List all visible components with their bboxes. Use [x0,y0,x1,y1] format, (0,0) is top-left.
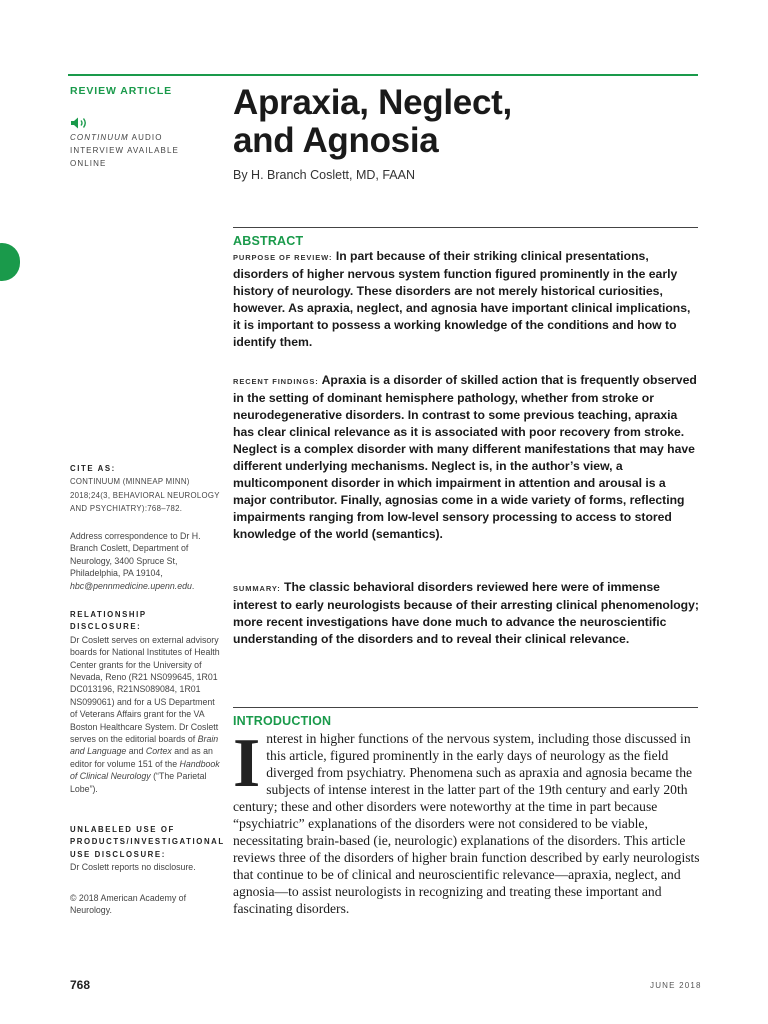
title-line-1: Apraxia, Neglect, [233,83,512,122]
relationship-text-3: (“The Parietal Lobe”). [70,771,207,794]
audio-interview-note[interactable] [70,131,210,170]
page-number: 768 [70,978,91,992]
audio-interview-text: AUDIO INTERVIEW AVAILABLE ONLINE [70,133,179,168]
title-line-2: and Agnosia [233,121,439,160]
findings-label: RECENT FINDINGS: [233,377,319,386]
introduction-heading: INTRODUCTION [233,714,332,728]
abstract-rule [233,227,698,228]
address-block [70,530,220,592]
unlabeled-label: UNLABELED USE OF PRODUCTS/INVESTIGATIONAL USE DISCLOSURE: [70,825,225,859]
audio-journal-name: CONTINUUM [70,133,129,142]
unlabeled-text: Dr Coslett reports no disclosure. [70,862,196,873]
abstract-purpose [233,248,701,351]
abstract-findings [233,372,701,543]
copyright-block: © 2018 American Academy of Neurology. [70,893,187,916]
purpose-text: In part because of their striking clinical presentations, disorders of higher nervous system function figured prominently in the early history of neurology. These disorders are not merely historical curiosities, however. As apraxia, neglect, and agnosia have important clinical implications, it is important to possess a working knowledge of the conditions and how to identify them. [233,249,691,349]
journal-brain-language: Brain and Language [70,734,219,757]
relationship-text-1: Dr Coslett serves on external advisory boards for National Institutes of Health Center grants for the University of Nevada, Reno (R21 NS099645, 1R01 DC013196, R21NS089084, 1R01 NS099061) and for a US Department of Veterans Affairs grant for the VA Boston Healthcare System. Dr Coslett serves on the editorial boards of [70,634,220,745]
abstract-heading: ABSTRACT [233,234,304,248]
relationship-and: and [126,746,146,757]
relationship-disclosure-block [70,609,220,795]
purpose-label: PURPOSE OF REVIEW: [233,253,333,262]
cite-label: CITE AS: [70,464,116,473]
top-rule [68,74,698,76]
summary-label: SUMMARY: [233,584,281,593]
relationship-label: RELATIONSHIP DISCLOSURE: [70,610,147,632]
abstract-summary [233,579,701,648]
address-email[interactable]: hbc@pennmedicine.upenn.edu [70,580,192,591]
address-text: Address correspondence to Dr H. Branch Coslett, Department of Neurology, 3400 Spruce St, Philadelphia, PA 19104, [70,531,201,579]
section-label: REVIEW ARTICLE [70,85,173,97]
issue-date: JUNE 2018 [650,981,702,990]
introduction-rule [233,707,698,708]
cite-as-block [70,463,220,516]
unlabeled-use-block [70,824,225,874]
introduction-text: nterest in higher functions of the nervous system, including those discussed in this article, figured prominently in the early days of neurology as the field diverged from psychiatry. Phenomena such as apraxia and agnosia became the subjects of intense interest in the latter part of the 19th century and early 20th century; these and other disorders were noteworthy at the time in part because “psychiatric” explanations of the disorders were not considered to be viable, necessitating brain-based (ie, neurologic) explanations of the disorders. This article reviews three of the disorders of higher brain function described by early neurologists that continue to be of clinical and neuroscientific relevance—apraxia, neglect, and agnosia—to assist neurologists in recognizing and treating these important and fascinating disorders. [233,731,700,916]
journal-cortex: Cortex [145,746,172,757]
speaker-icon[interactable] [70,116,90,130]
article-title [233,84,673,160]
byline: By H. Branch Coslett, MD, FAAN [233,168,415,182]
journal-handbook: Handbook of Clinical Neurology [70,758,220,782]
cite-text: CONTINUUM (MINNEAP MINN) 2018;24(3, BEHAVIORAL NEUROLOGY AND PSYCHIATRY):768–782. [70,477,220,514]
drop-cap: I [233,725,261,802]
address-end: . [191,580,195,591]
relationship-text-2: and as an editor for volume 151 of the [70,746,213,769]
section-tab-marker [0,243,20,281]
summary-text: The classic behavioral disorders reviewed here were of immense interest to early neurologists because of their arresting clinical phenomenology; more recent investigations have done much to advance the neuroscientific understanding of the disorders and to reveal their clinical relevance. [233,580,699,646]
findings-text: Apraxia is a disorder of skilled action that is frequently observed in the setting of dominant hemisphere pathology, whether from stroke or neurodegenerative disorders. In contrast to some previous teaching, apraxia has clear clinical relevance as it is associated with poor recovery from stroke. Neglect is a complex disorder with many different manifestations that may have different underlying mechanisms. Neglect is, in the author’s view, a multicomponent disorder in which impairment in attention and arousal is a major contributor. Finally, agnosias come in a wide variety of forms, reflecting impairments ranging from low-level sensory processing to access to stored knowledge of the world (semantics). [233,373,697,541]
introduction-body [233,725,703,917]
